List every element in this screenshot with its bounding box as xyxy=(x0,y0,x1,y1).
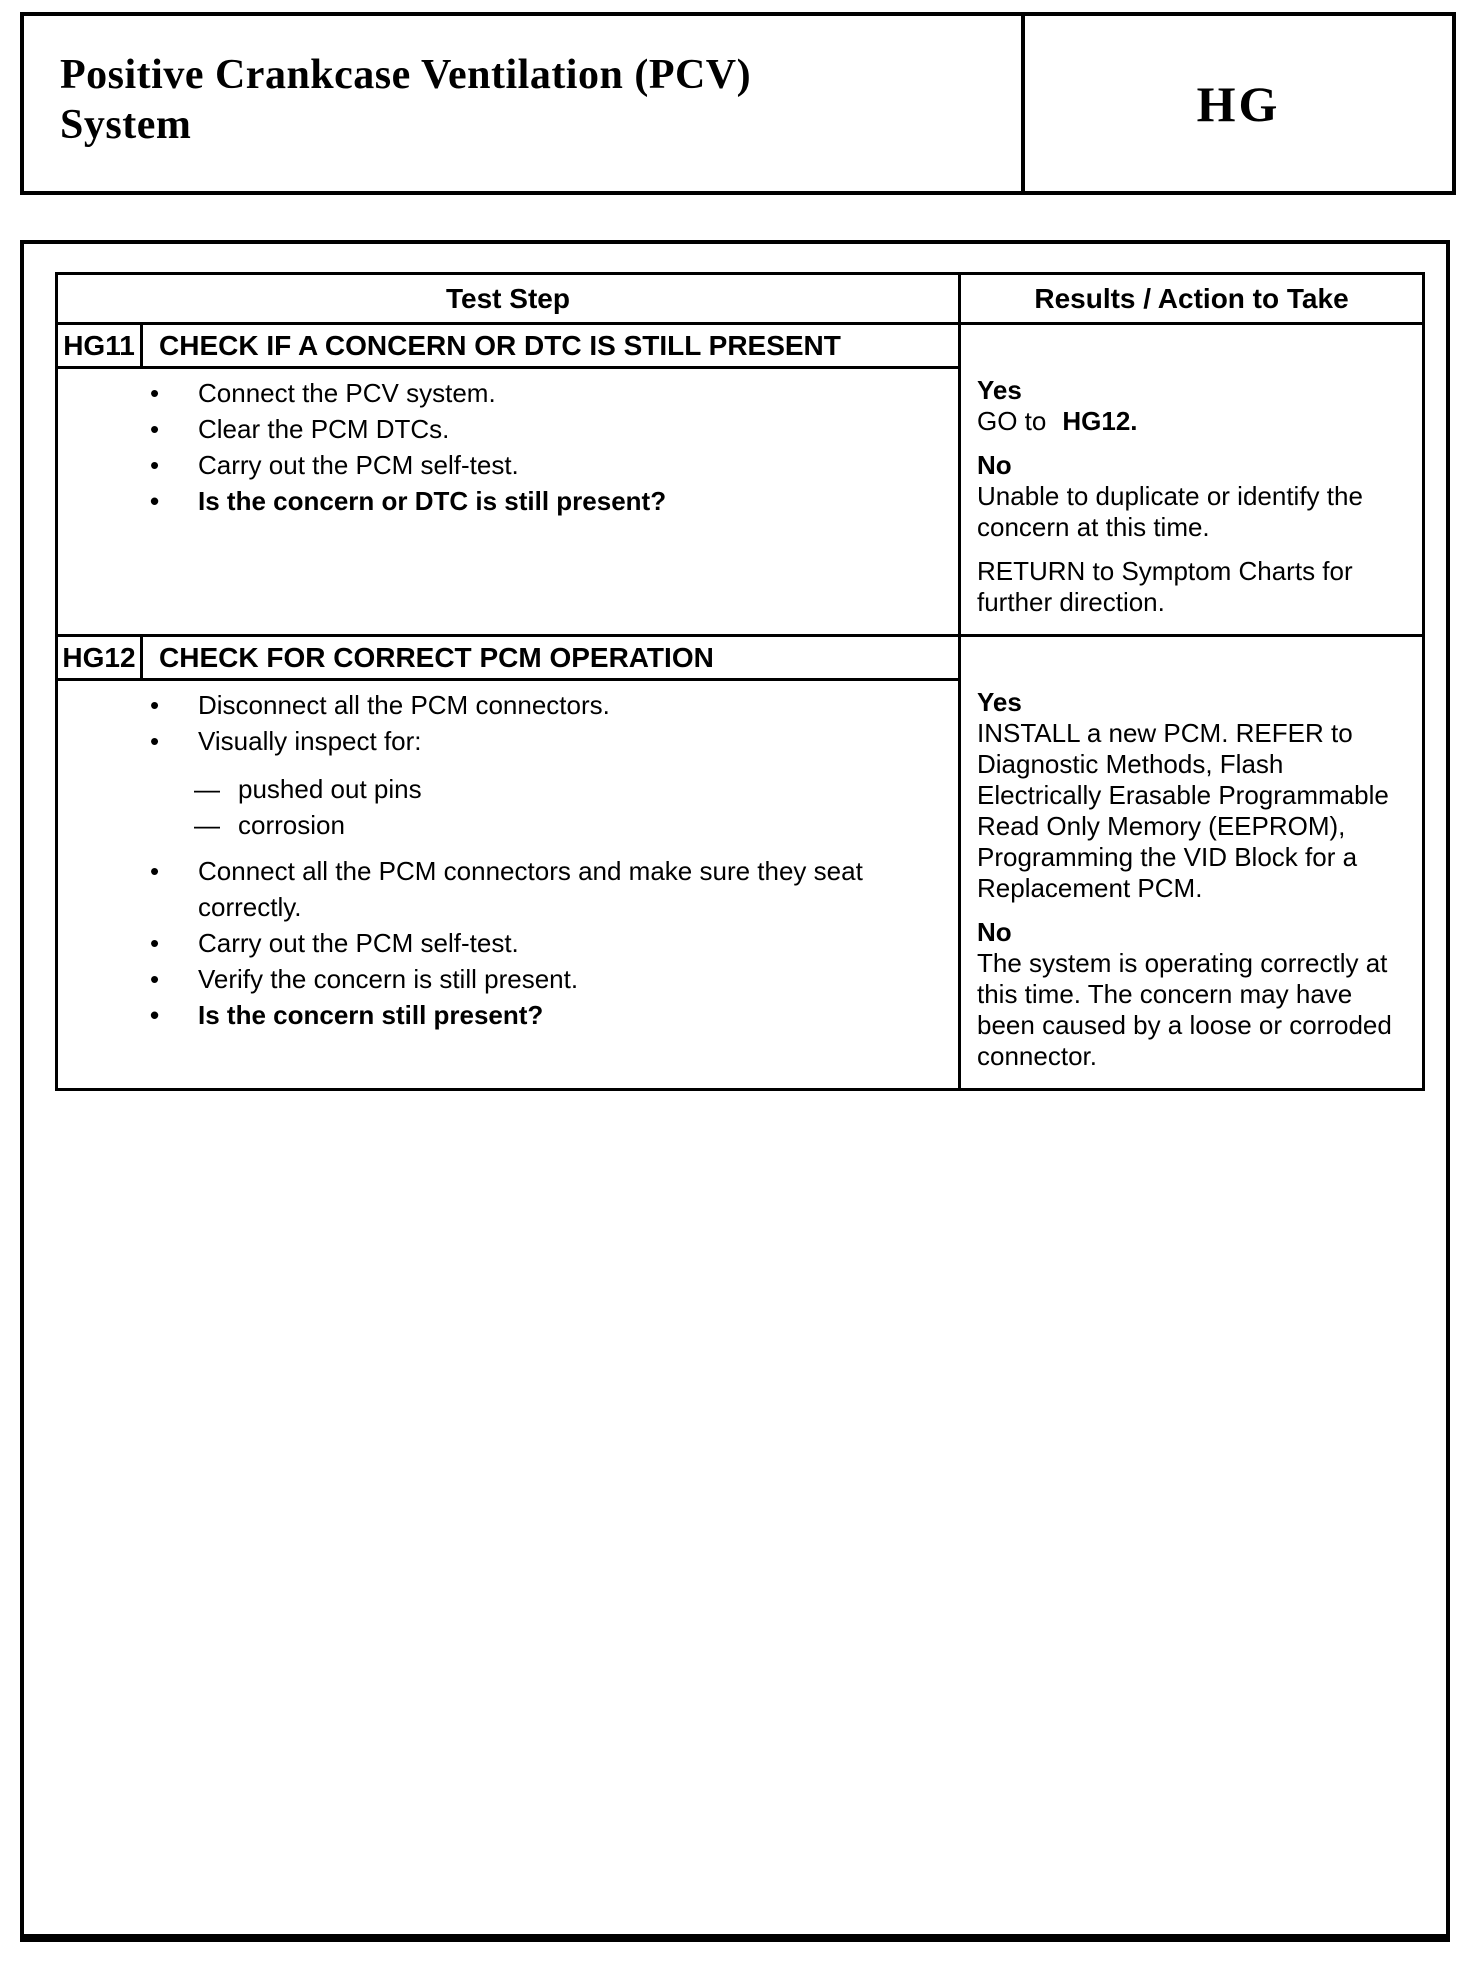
sub-list-item xyxy=(58,771,944,807)
list-item xyxy=(58,375,944,411)
result-no-label: No xyxy=(977,450,1012,480)
step-text: Is the concern or DTC is still present? xyxy=(198,486,667,516)
result-no-text: Unable to duplicate or identify the concern at this time. xyxy=(977,481,1363,542)
bullet-icon: • xyxy=(150,964,160,994)
result-no-label: No xyxy=(977,917,1012,947)
page-title xyxy=(60,50,1021,150)
bullet-icon: • xyxy=(150,726,160,756)
bullet-icon: • xyxy=(150,486,160,516)
result-yes-text: INSTALL a new PCM. REFER to Diagnostic Methods, Flash Electrically Erasable Programmable Read Only Memory (EEPROM), Programming the VID Block for a Replacement PCM. xyxy=(977,718,1389,903)
bullet-icon: • xyxy=(150,414,160,444)
step-text: Is the concern still present? xyxy=(198,1000,544,1030)
result-yes-text: GO to xyxy=(977,406,1047,436)
list-item xyxy=(58,925,944,961)
page-title-line2: System xyxy=(60,102,192,148)
list-item xyxy=(58,853,944,925)
step-text: Connect the PCV system. xyxy=(198,378,496,408)
result-yes-label: Yes xyxy=(977,375,1022,405)
bullet-icon: • xyxy=(150,378,160,408)
step-id: HG11 xyxy=(58,325,143,366)
step-title-bar xyxy=(58,325,958,369)
step-text: Visually inspect for: xyxy=(198,726,422,756)
page-header-title-cell xyxy=(24,16,1025,191)
table-row xyxy=(58,325,1422,634)
section-code: HG xyxy=(1196,75,1281,132)
step-title: CHECK IF A CONCERN OR DTC IS STILL PRESENT xyxy=(159,330,841,361)
content-frame xyxy=(20,240,1450,1942)
step-text: Carry out the PCM self-test. xyxy=(198,450,519,480)
result-go-target: HG12. xyxy=(1062,406,1138,436)
column-header-test-step: Test Step xyxy=(58,275,961,322)
result-yes-action xyxy=(977,406,1410,437)
column-header-results: Results / Action to Take xyxy=(1034,283,1349,314)
result-no-text: The system is operating correctly at this time. The concern may have been caused by a loose or corroded connector. xyxy=(977,948,1392,1071)
sub-item-group xyxy=(58,771,944,843)
result-yes-label: Yes xyxy=(977,687,1022,717)
page-title-line1: Positive Crankcase Ventilation (PCV) xyxy=(60,52,752,98)
step-title-bar xyxy=(58,637,958,681)
dash-icon: — xyxy=(194,774,220,804)
list-item-question xyxy=(58,483,944,519)
list-item xyxy=(58,961,944,997)
sub-item-text: pushed out pins xyxy=(238,774,422,804)
list-item-question xyxy=(58,997,944,1033)
bullet-icon: • xyxy=(150,690,160,720)
result-return-text: RETURN to Symptom Charts for further direction. xyxy=(977,556,1353,617)
bullet-icon: • xyxy=(150,856,160,886)
results-cell xyxy=(961,637,1422,1088)
step-list xyxy=(58,369,958,634)
diagnostic-table xyxy=(55,272,1425,1091)
sub-item-text: corrosion xyxy=(238,810,345,840)
table-row xyxy=(58,634,1422,1088)
test-step-cell xyxy=(58,637,961,1088)
dash-icon: — xyxy=(194,810,220,840)
list-item xyxy=(58,411,944,447)
results-cell xyxy=(961,325,1422,634)
page-header xyxy=(20,12,1456,195)
step-text: Clear the PCM DTCs. xyxy=(198,414,450,444)
step-text: Carry out the PCM self-test. xyxy=(198,928,519,958)
sub-list-item xyxy=(58,807,944,843)
test-step-cell xyxy=(58,325,961,634)
step-list xyxy=(58,681,958,1088)
step-id: HG12 xyxy=(58,637,143,678)
list-item xyxy=(58,447,944,483)
step-text: Verify the concern is still present. xyxy=(198,964,579,994)
bullet-icon: • xyxy=(150,928,160,958)
step-title: CHECK FOR CORRECT PCM OPERATION xyxy=(159,642,714,673)
list-item xyxy=(58,723,944,759)
list-item xyxy=(58,687,944,723)
step-text: Disconnect all the PCM connectors. xyxy=(198,690,610,720)
bullet-icon: • xyxy=(150,450,160,480)
bullet-icon: • xyxy=(150,1000,160,1030)
table-header-row xyxy=(58,275,1422,325)
page-header-code-cell xyxy=(1025,16,1452,191)
step-text: Connect all the PCM connectors and make sure they seat correctly. xyxy=(198,856,863,922)
